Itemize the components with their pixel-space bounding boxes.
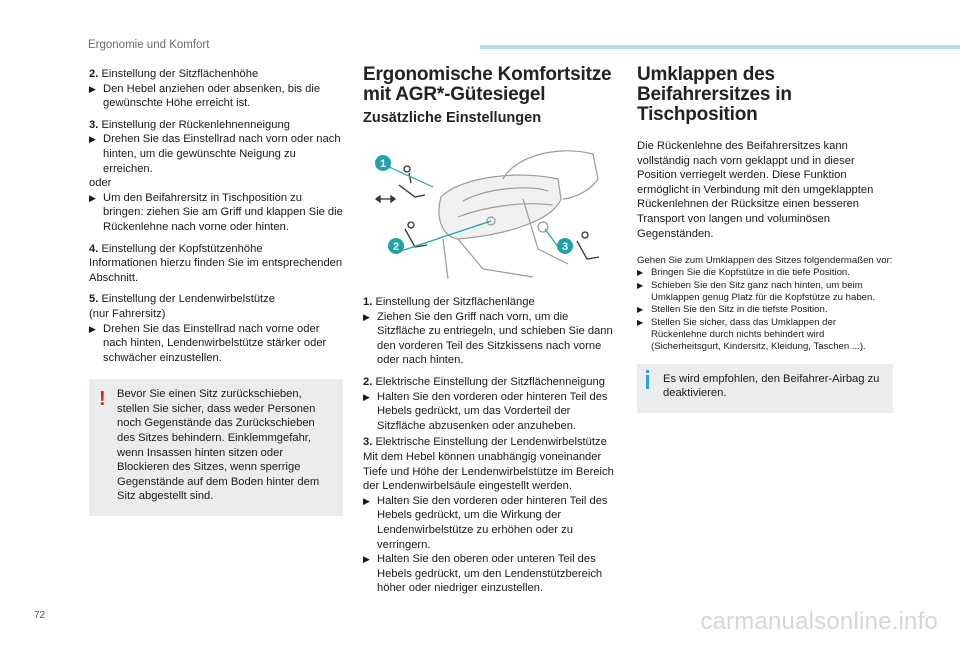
bullet-icon: ▶ — [363, 391, 370, 402]
paragraph: Mit dem Hebel können unabhängig voneinander Tiefe und Höhe der Lendenwirbelstütze im Bereich der Lendenwirbelsäule eingestellt werden. — [363, 450, 614, 493]
column-middle — [363, 65, 618, 603]
list-item: ▶ Um den Beifahrersitz in Tischposition zu bringen: ziehen Sie am Griff und klappen Sie die Rückenlehne nach vorne oder hinten. — [89, 191, 343, 233]
bullet-icon: ▶ — [637, 305, 644, 315]
item-title: Einstellung der Kopfstützenhöhe — [101, 242, 263, 255]
item-title: Einstellung der Lendenwirbelstütze — [101, 293, 275, 306]
item-title: Einstellung der Rückenlehnenneigung — [101, 118, 290, 131]
list-item: ▶ Halten Sie den vorderen oder hinteren Teil des Hebels gedrückt, um die Wirkung der Lendenwirbelstütze zu erhöhen oder zu verringern. — [363, 494, 608, 551]
list-item: ▶ Bringen Sie die Kopfstütze in die tiefe Position. — [637, 267, 850, 279]
bullet-icon: ▶ — [89, 83, 96, 94]
section-title: Ergonomie und Komfort — [88, 39, 210, 51]
info-text: Es wird empfohlen, den Beifahrer-Airbag zu deaktivieren. — [663, 372, 880, 400]
warning-box — [89, 379, 343, 516]
bullet-icon: ▶ — [637, 280, 644, 290]
bullet-icon: ▶ — [637, 317, 644, 327]
item-number: 3. — [363, 436, 373, 449]
bullet-icon: ▶ — [89, 192, 96, 203]
double-arrow-icon — [376, 196, 395, 202]
list-item: ▶ Halten Sie den vorderen oder hinteren Teil des Hebels gedrückt, um das Vorderteil der Sitzfläche abzusenken oder anzuheben. — [363, 390, 608, 432]
warning-icon: ! — [99, 388, 106, 411]
paragraph: Informationen hierzu finden Sie im entsprechenden Abschnitt. — [89, 257, 343, 284]
sub-heading: Zusätzliche Einstellungen — [363, 110, 542, 126]
callout-label: 3 — [561, 241, 569, 253]
seat-illustration — [363, 139, 618, 285]
list-item: ▶ Den Hebel anziehen oder absenken, bis die gewünschte Höhe erreicht ist. — [89, 82, 321, 110]
callout-label: 2 — [392, 241, 400, 253]
column-left — [89, 67, 343, 516]
section-electric-lumbar — [363, 435, 618, 596]
list-item: ▶ Stellen Sie sicher, dass das Umklappen der Rückenlehne durch nichts behindert wird (Sicherheitsgurt, Kindersitz, Kleidung, Taschen ...). — [637, 316, 866, 353]
list-item: ▶ Stellen Sie den Sitz in die tiefste Position. — [637, 304, 828, 316]
column-right — [637, 65, 893, 413]
page-heading: Ergonomische Komfortsitze mit AGR*-Gütesiegel — [363, 64, 612, 105]
item-title: Elektrische Einstellung der Sitzflächenneigung — [375, 375, 605, 388]
bullet-icon: ▶ — [89, 134, 96, 145]
callout-3 — [557, 238, 573, 254]
steps-list — [637, 255, 893, 353]
page-number: 72 — [34, 610, 46, 621]
or-label: oder — [89, 177, 112, 190]
callout-2 — [388, 238, 404, 254]
item-number: 5. — [89, 293, 99, 306]
item-title: Elektrische Einstellung der Lendenwirbelstütze — [375, 436, 607, 449]
item-number: 2. — [363, 375, 373, 388]
seat-outline-icon — [439, 151, 598, 279]
item-title: Einstellung der Sitzflächenlänge — [375, 296, 535, 308]
bullet-icon: ▶ — [89, 323, 96, 334]
list-item: ▶ Drehen Sie das Einstellrad nach vorne oder nach hinten, Lendenwirbelstütze stärker oder schwächer einzustellen. — [89, 322, 327, 364]
item-number: 4. — [89, 242, 99, 255]
callout-1 — [375, 155, 391, 171]
info-box — [637, 364, 893, 413]
item-number: 2. — [89, 68, 99, 80]
item-number: 3. — [89, 118, 99, 131]
seat-diagram — [363, 139, 618, 285]
intro-paragraph: Die Rückenlehne des Beifahrersitzes kann vollständig nach vorn geklappt und in dieser Position verriegelt werden. Diese Funktion ermöglicht in Verbindung mit den umgeklappten Rückenlehnen der Rücksitze einen besseren Transport von langen und voluminösen Gegenständen. — [637, 140, 874, 240]
section-lumbar — [89, 292, 343, 365]
header-accent-bar — [480, 45, 960, 49]
section-headrest — [89, 242, 343, 286]
bullet-icon: ▶ — [363, 495, 370, 506]
section-cushion-length — [363, 295, 618, 368]
section-cushion-tilt — [363, 375, 618, 433]
list-item: ▶ Drehen Sie das Einstellrad nach vorn oder nach hinten, um die gewünschte Neigung zu erreichen. — [89, 133, 341, 175]
steps-intro: Gehen Sie zum Umklappen des Sitzes folgendermaßen vor: — [637, 255, 893, 267]
watermark: carmanualsonline.info — [700, 608, 938, 635]
list-item: ▶ Halten Sie den oberen oder unteren Teil des Hebels gedrückt, um den Lendenstützbereich höher oder niedriger einzustellen. — [363, 553, 603, 595]
callout-label: 1 — [379, 158, 387, 170]
section-seat-height — [89, 67, 343, 111]
list-item: ▶ Ziehen Sie den Griff nach vorn, um die Sitzfläche zu entriegeln, und schieben Sie dann den vorderen Teil des Sitzkissens nach vorne oder nach hinten. — [363, 310, 613, 367]
info-icon — [646, 375, 649, 389]
section-backrest-tilt — [89, 118, 343, 235]
page-heading: Umklappen des Beifahrersitzes in Tischposition — [637, 64, 792, 125]
list-item: ▶ Schieben Sie den Sitz ganz nach hinten, um beim Umklappen genug Platz für die Kopfstütze zu haben. — [637, 279, 875, 304]
item-title: Einstellung der Sitzflächenhöhe — [101, 68, 259, 80]
item-number: 1. — [363, 296, 373, 308]
bullet-icon: ▶ — [637, 268, 644, 278]
warning-text: Bevor Sie einen Sitz zurückschieben, stellen Sie sicher, dass weder Personen noch Gegenstände das Zurückschieben des Sitzes behindern. Einklemmgefahr, wenn Insassen hinten sitzen oder Blockieren des Sitzes, wenn sperrige Gegenstände auf dem Boden hinter dem Sitz abgestellt sind. — [117, 388, 320, 503]
bullet-icon: ▶ — [363, 554, 370, 565]
bullet-icon: ▶ — [363, 311, 370, 322]
item-subtitle: (nur Fahrersitz) — [89, 307, 166, 320]
